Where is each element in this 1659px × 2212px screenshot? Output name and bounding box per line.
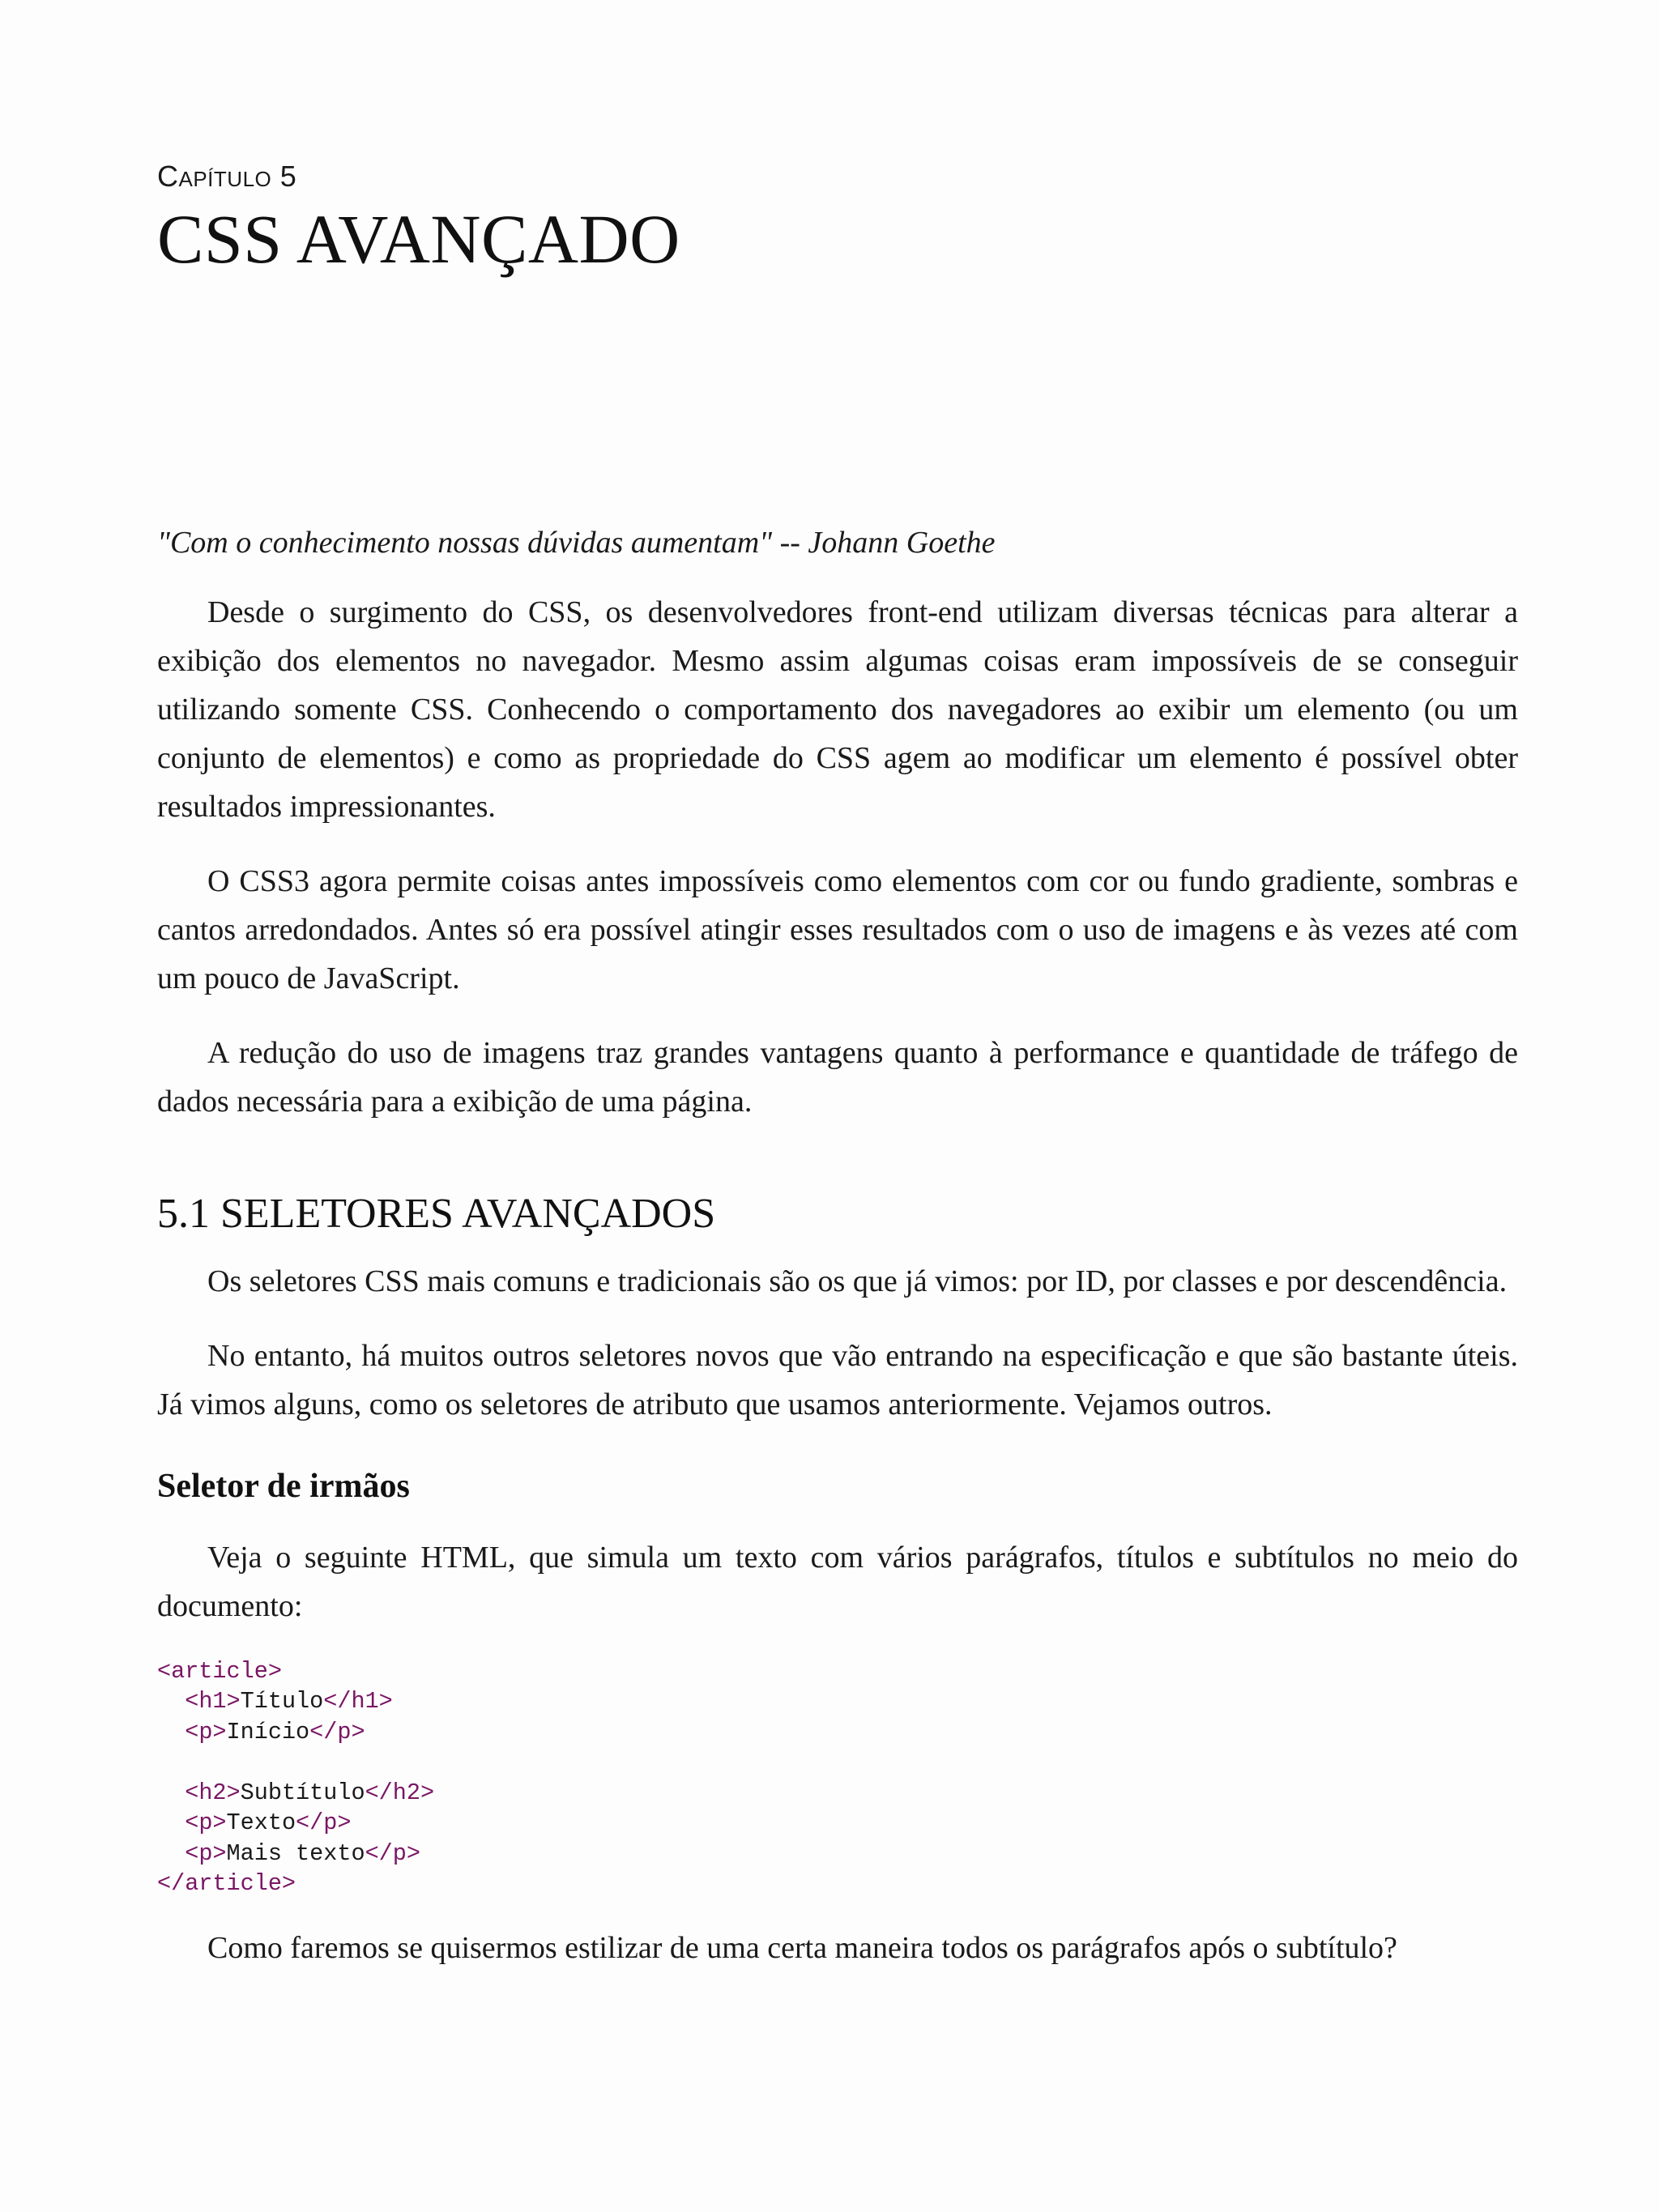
intro-paragraph-3: A redução do uso de imagens traz grandes vantagens quanto à performance e quantidade de tráfego de dados necessária para a exibição de uma página. <box>157 1036 1518 1119</box>
question-paragraph: Como faremos se quisermos estilizar de uma certa maneira todos os parágrafos após o subtítulo? <box>207 1930 1397 1965</box>
chapter-title: CSS AVANÇADO <box>157 200 680 278</box>
code-text: Texto <box>226 1809 296 1837</box>
epigraph: "Com o conhecimento nossas dúvidas aumentam" -- Johann Goethe <box>157 526 996 560</box>
intro-paragraph-1: Desde o surgimento do CSS, os desenvolvedores front-end utilizam diversas técnicas para alterar a exibição dos elementos no navegador. Mesmo assim algumas coisas eram impossíveis de se conseguir utilizando somente CSS. Conhecendo o comportamento dos navegadores ao exibir um elemento (ou um conjunto de elementos) e como as propriedade do CSS agem ao modificar um elemento é possível obter resultados impressionantes. <box>157 595 1518 824</box>
code-tag: <article> <box>157 1657 282 1685</box>
code-text: Subtítulo <box>240 1779 365 1806</box>
section-paragraph-1: Os seletores CSS mais comuns e tradicionais são os que já vimos: por ID, por classes e por descendência. <box>207 1264 1508 1299</box>
code-line <box>157 1869 1518 1899</box>
code-line <box>157 1778 1518 1809</box>
code-tag: <h2> <box>185 1779 241 1806</box>
code-line <box>157 1839 1518 1869</box>
section-title: 5.1 SELETORES AVANÇADOS <box>157 1191 716 1237</box>
chapter-body <box>157 518 1518 1998</box>
chapter-label-initial: C <box>157 160 179 193</box>
code-tag: </p> <box>365 1839 420 1867</box>
code-line <box>157 1686 1518 1717</box>
chapter-label-rest: APÍTULO <box>178 167 272 191</box>
code-text: Mais texto <box>226 1839 365 1867</box>
intro-paragraph-2: O CSS3 agora permite coisas antes impossíveis como elementos com cor ou fundo gradiente, sombras e cantos arredondados. Antes só era possível atingir esses resultados com o uso de imagens e às vezes até com um pouco de JavaScript. <box>157 864 1518 995</box>
code-tag: </h1> <box>323 1688 393 1715</box>
code-tag: </article> <box>157 1870 296 1898</box>
code-text: Título <box>240 1688 324 1715</box>
code-text: Início <box>226 1718 310 1745</box>
subsection-intro-paragraph: Veja o seguinte HTML, que simula um texto com vários parágrafos, títulos e subtítulos no meio do documento: <box>157 1540 1518 1623</box>
code-blank-line <box>157 1747 1518 1778</box>
code-tag: </p> <box>296 1809 352 1837</box>
code-line <box>157 1656 1518 1687</box>
code-line <box>157 1808 1518 1839</box>
code-tag: <p> <box>185 1839 227 1867</box>
code-tag: </p> <box>309 1718 365 1745</box>
subsection-title: Seletor de irmãos <box>157 1468 410 1506</box>
code-block <box>157 1656 1518 1899</box>
code-tag: <h1> <box>185 1688 241 1715</box>
chapter-label <box>157 162 296 191</box>
section-paragraph-2: No entanto, há muitos outros seletores novos que vão entrando na especificação e que são bastante úteis. Já vimos alguns, como os seletores de atributo que usamos anteriormente. Vejamos outros. <box>157 1339 1518 1422</box>
code-line <box>157 1717 1518 1748</box>
code-tag: <p> <box>185 1809 227 1837</box>
chapter-number: 5 <box>279 160 297 193</box>
code-tag: </h2> <box>365 1779 435 1806</box>
code-tag: <p> <box>185 1718 227 1745</box>
